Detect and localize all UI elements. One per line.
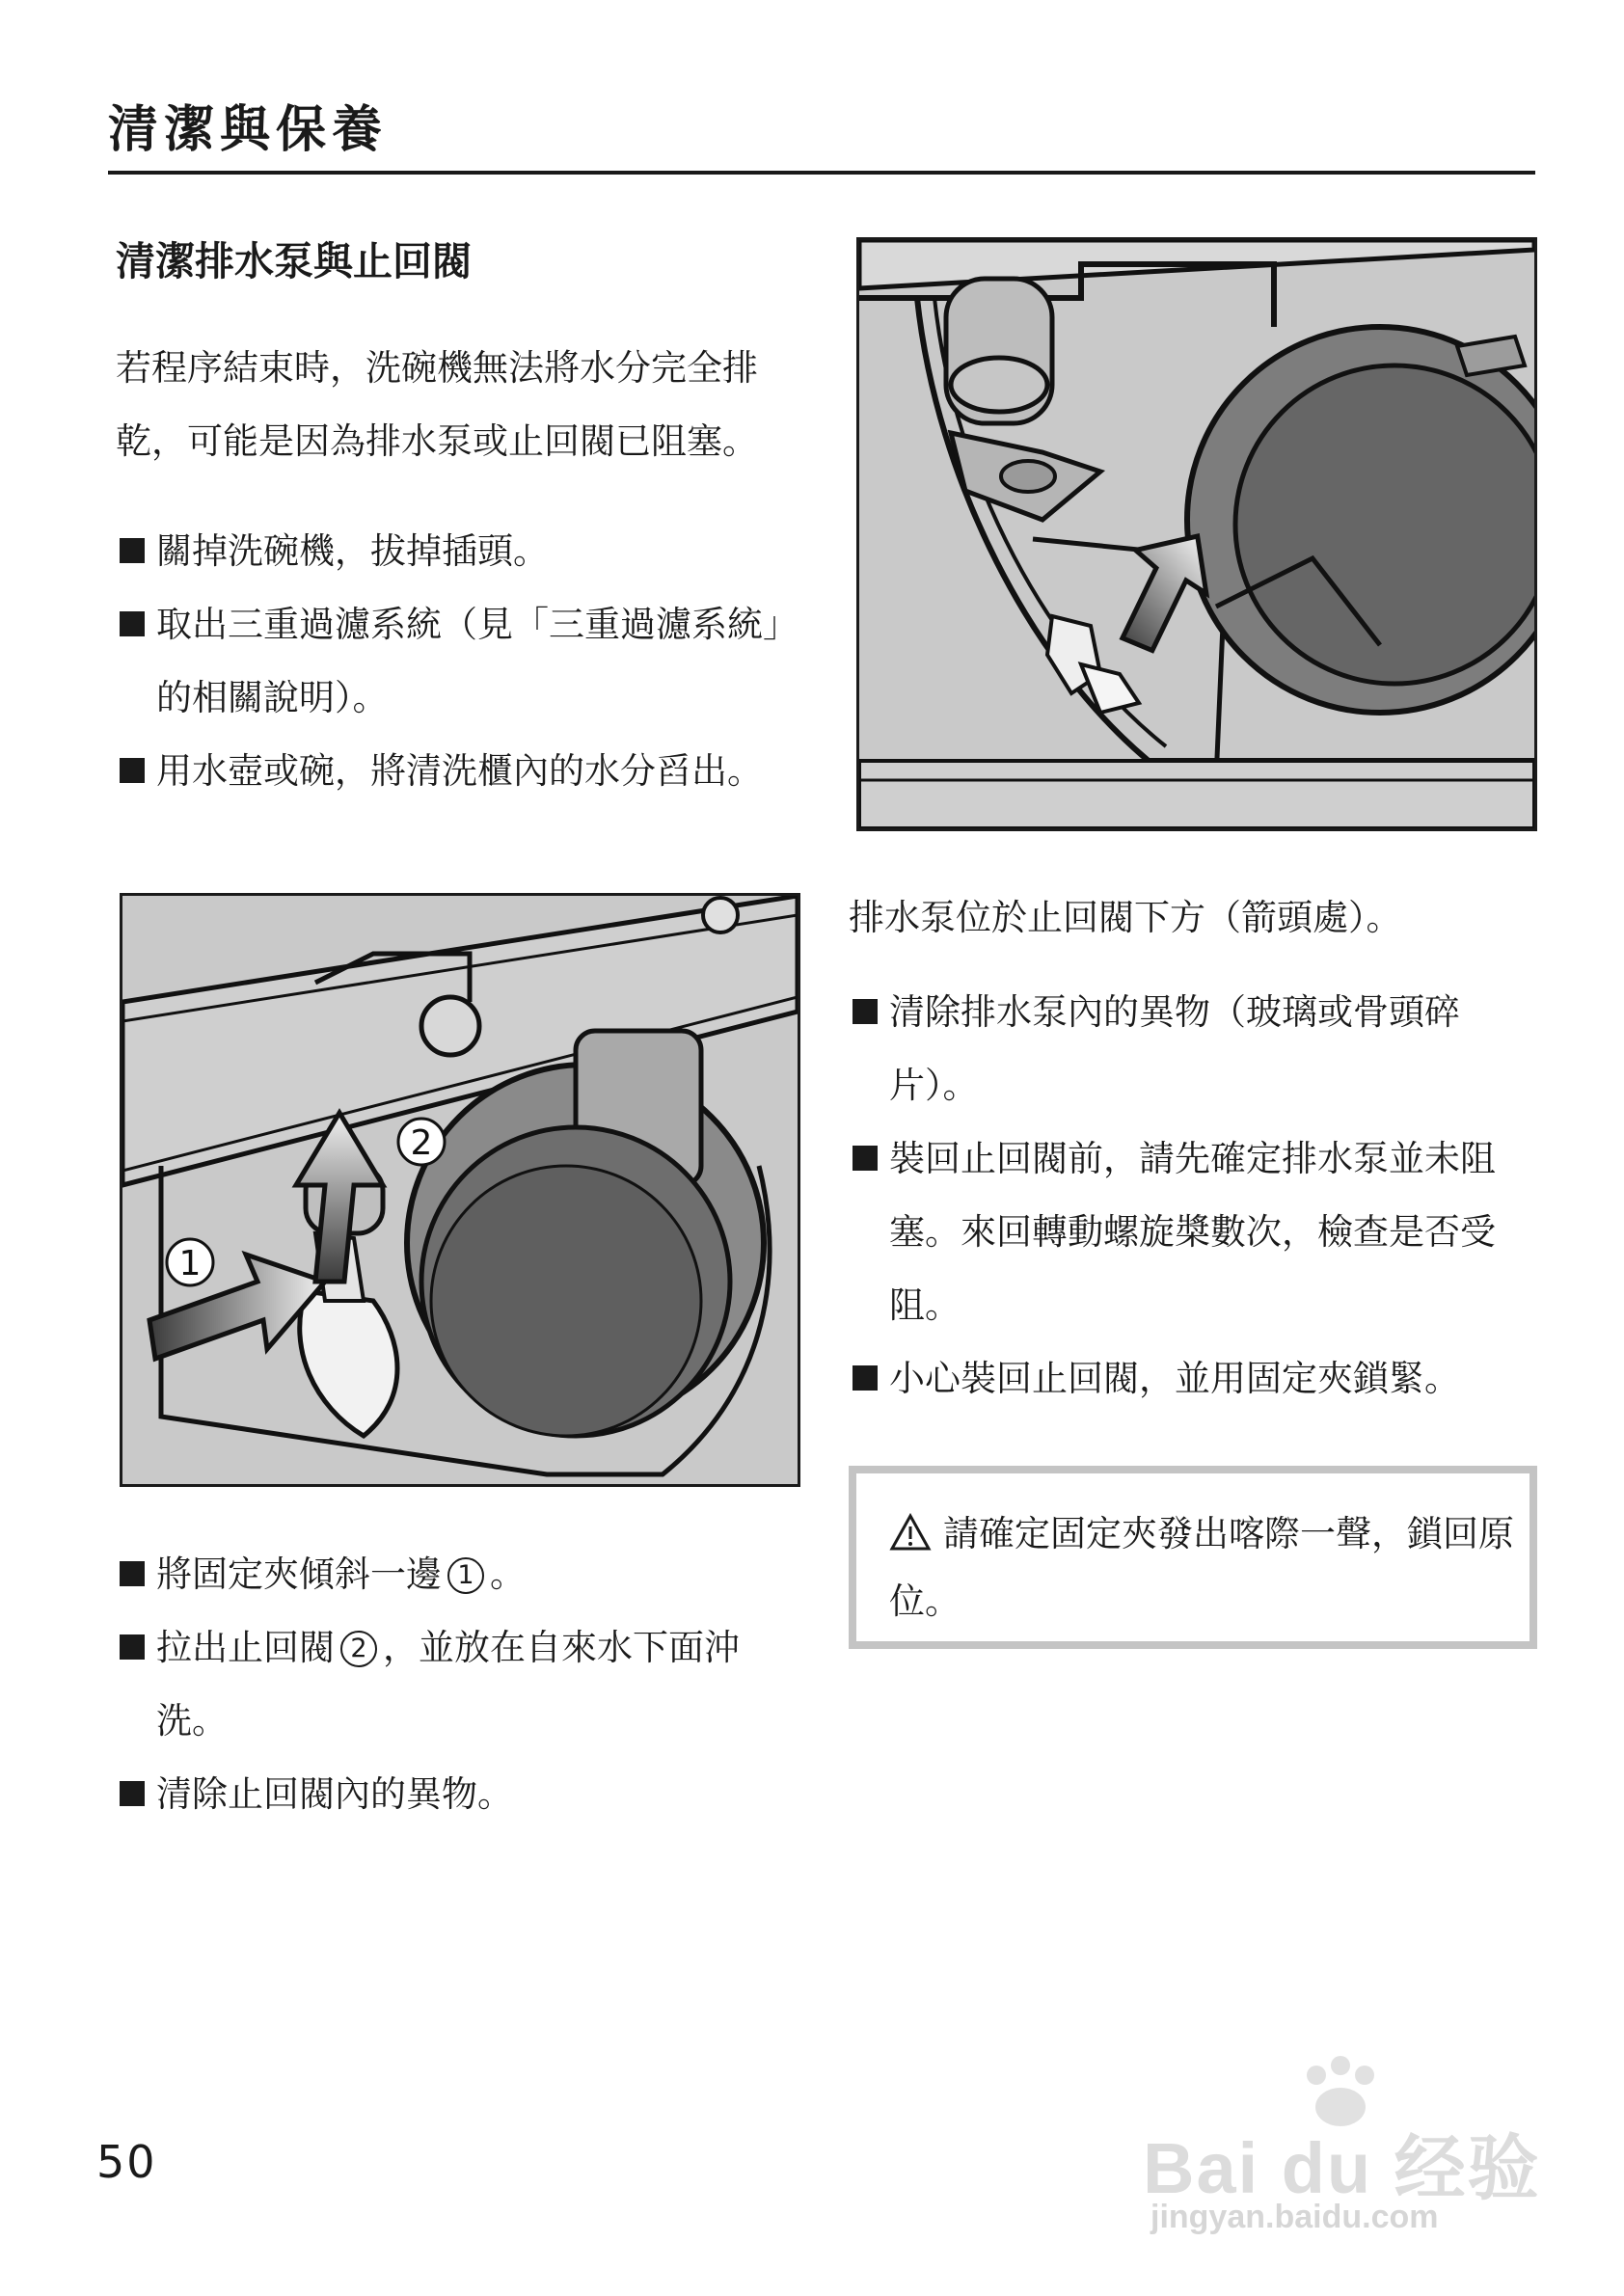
warning-text: 請確定固定夾發出喀際一聲，鎖回原位。 [889,1513,1514,1622]
bullet-square-icon [120,1781,145,1806]
list-item-text: 用水壺或碗，將清洗櫃內的水分舀出。 [156,750,763,792]
bullet-square-icon [120,1561,145,1586]
steps-list-right [849,976,1543,1416]
warning-triangle-icon [889,1513,932,1552]
bullet-square-icon [120,538,145,563]
chapter-title: 清潔與保養 [108,101,389,159]
watermark-url: jingyan.baidu.com [1150,2199,1439,2235]
list-item-text: 取出三重過濾系統（見「三重過濾系統」的相關說明）。 [156,604,798,718]
list-item [849,1342,1543,1416]
list-item-text: 小心裝回止回閥，並用固定夾鎖緊。 [889,1358,1460,1399]
list-item-text: ，並放在自來水下面沖洗。 [156,1627,740,1742]
list-item-text: 。 [490,1553,526,1595]
watermark-brand: Bai du 经验 [1143,2128,1541,2208]
drain-pump-illustration [856,237,1537,831]
list-item-text: 清除止回閥內的異物。 [156,1773,513,1815]
list-item [116,515,810,588]
steps-list-first [116,515,810,808]
list-item [849,976,1543,1122]
list-item-text: 裝回止回閥前，請先確定排水泵並未阻塞。來回轉動螺旋槳數次，檢查是否受阻。 [889,1138,1496,1326]
warning-text-block [889,1500,1516,1635]
check-valve-drawing [122,896,798,1484]
warning-box [849,1466,1537,1649]
check-valve-illustration [120,893,800,1487]
list-item-text: 拉出止回閥 [156,1627,335,1668]
list-item [116,735,810,808]
marker-1-label: 1 [178,1244,202,1283]
pump-location-caption: 排水泵位於止回閥下方（箭頭處）。 [849,897,1402,938]
circled-number-1: 1 [447,1557,484,1594]
list-item [849,1122,1543,1342]
bullet-square-icon [853,999,878,1024]
list-item [116,588,810,735]
bullet-square-icon [853,1146,878,1171]
marker-2-label: 2 [410,1123,433,1163]
bullet-square-icon [120,1634,145,1660]
watermark [1143,2054,1548,2247]
bullet-square-icon [120,611,145,636]
bullet-square-icon [120,758,145,783]
list-item-text: 將固定夾傾斜一邊 [156,1553,442,1595]
list-item [116,1538,810,1611]
list-item-text: 清除排水泵內的異物（玻璃或骨頭碎片）。 [889,991,1460,1106]
drain-pump-drawing [859,240,1534,828]
list-item [116,1758,810,1831]
circled-number-2: 2 [340,1631,377,1667]
page-number: 50 [96,2136,157,2188]
section-title: 清潔排水泵與止回閥 [116,238,472,284]
list-item [116,1611,810,1758]
steps-list-lower [116,1538,810,1831]
list-item-text: 關掉洗碗機，拔掉插頭。 [156,530,549,572]
bullet-square-icon [853,1365,878,1391]
intro-paragraph: 若程序結束時，洗碗機無法將水分完全排乾，可能是因為排水泵或止回閥已阻塞。 [116,347,758,462]
header-divider [108,171,1535,175]
